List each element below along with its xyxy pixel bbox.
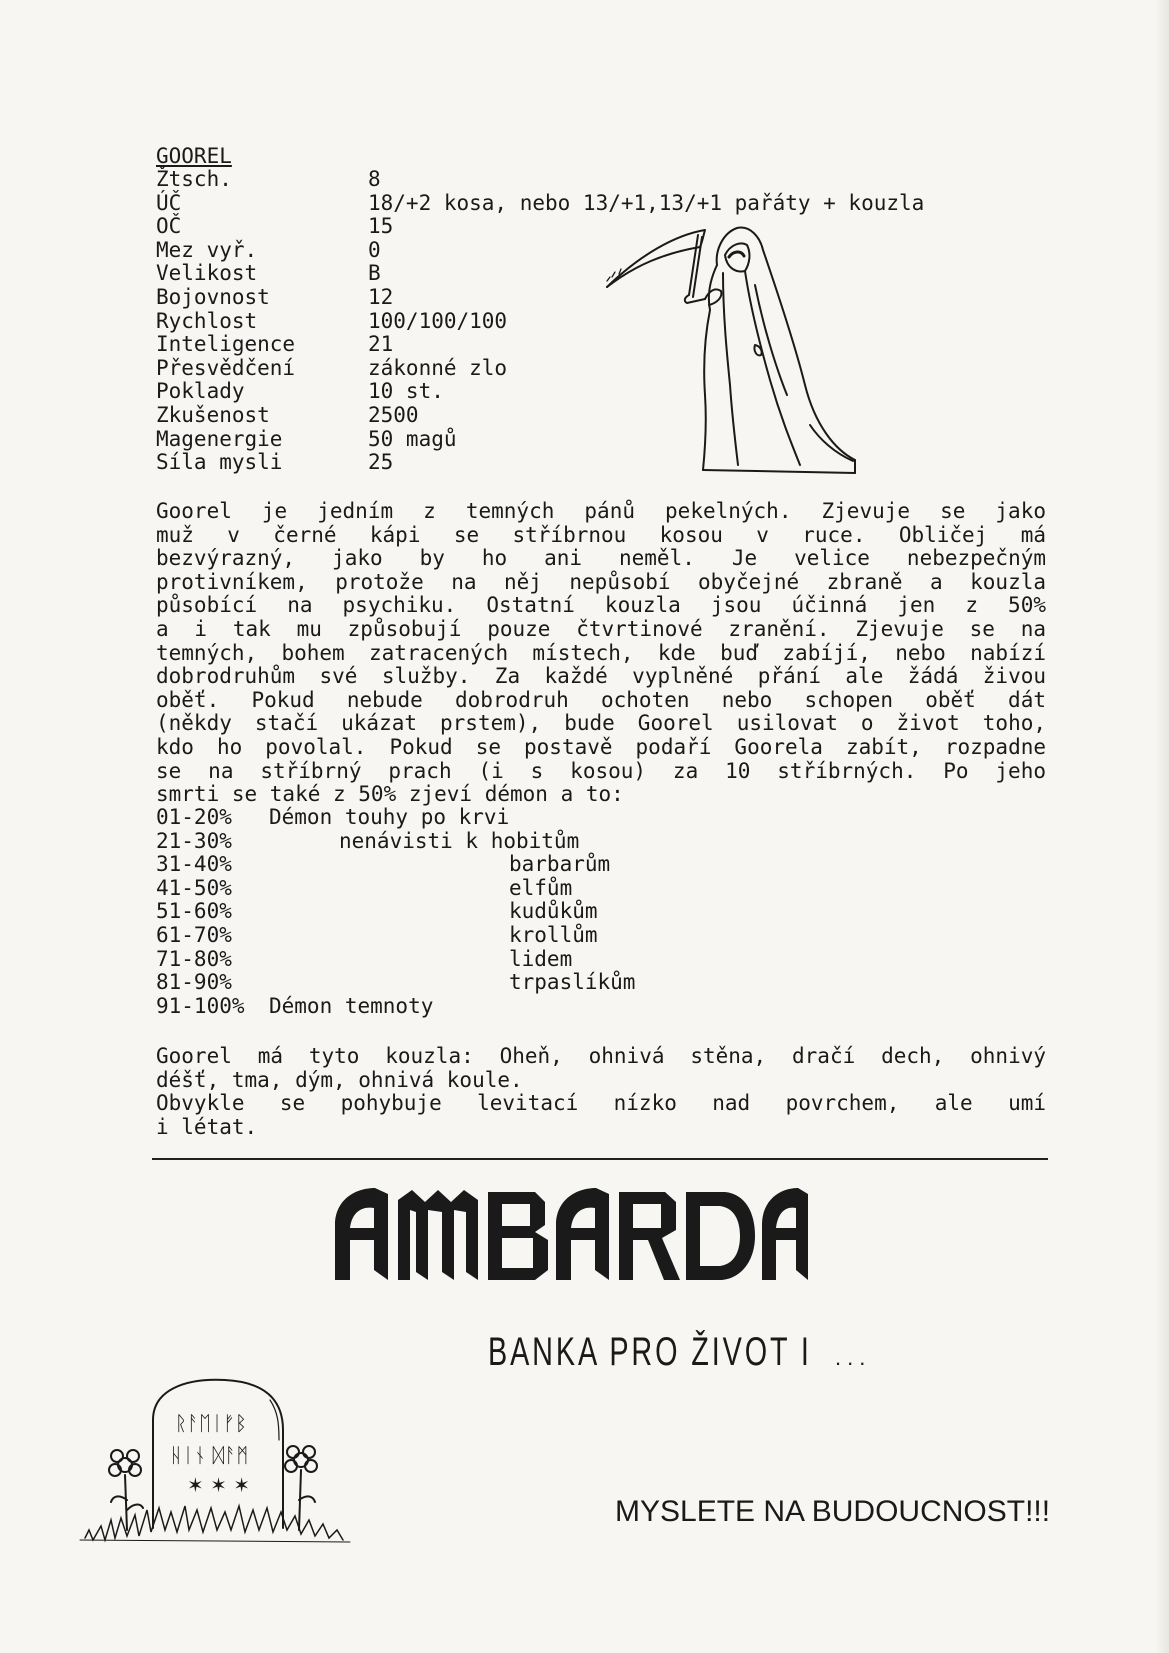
demon-text: barbarům xyxy=(509,852,611,877)
tomb-runes-line-1: ᚱᚨᛖᛁᚠᛒ xyxy=(175,1411,247,1435)
ambarda-logo xyxy=(330,1180,810,1290)
demon-row xyxy=(156,877,856,901)
demon-text: nenávisti k hobitům xyxy=(339,828,580,853)
stat-label: Žtsch. xyxy=(156,167,232,191)
divider xyxy=(152,1158,1048,1160)
slogan: MYSLETE NA BUDOUCNOST!!! xyxy=(615,1495,1051,1528)
bank-tagline: BANKA PRO ŽIVOT I xyxy=(488,1330,812,1374)
stat-label: Síla mysli xyxy=(156,450,283,475)
description-line: kdo ho povolal. Pokud se postavě podaří Goorela zabít, rozpadne xyxy=(156,734,1046,759)
description-line: působící na psychiku. Ostatní kouzla jsou účinná jen z 50% xyxy=(156,593,1046,618)
stat-label: Inteligence xyxy=(156,332,296,357)
description-line: temných, bohem zatracených místech, kde buď zabíjí, nebo nabízí xyxy=(156,640,1046,665)
stat-value: 0 xyxy=(368,237,381,262)
demon-text: Démon touhy po krvi xyxy=(269,805,510,829)
stat-value: 100/100/100 xyxy=(368,308,508,333)
stat-value: 2500 xyxy=(368,402,419,427)
spells-paragraph xyxy=(156,1045,1046,1139)
stat-value: 50 magů xyxy=(368,426,457,451)
demon-range: 61-70% xyxy=(156,922,232,947)
demon-text: Démon temnoty xyxy=(269,993,434,1018)
ellipsis: ... xyxy=(835,1345,872,1370)
demon-range: 21-30% xyxy=(156,828,232,853)
description-line: (někdy stačí ukázat prstem), bude Goorel usilovat o život toho, xyxy=(156,711,1046,736)
demon-text: lidem xyxy=(509,946,573,971)
demon-text: kudůkům xyxy=(509,899,598,924)
spells-line: i létat. xyxy=(156,1114,258,1139)
grim-reaper-illustration xyxy=(605,225,955,500)
demon-table xyxy=(156,806,856,1018)
description-line: bezvýrazný, jako by ho ani neměl. Je velice nebezpečným xyxy=(156,546,1046,571)
demon-range: 81-90% xyxy=(156,970,232,995)
stat-label: Mez vyř. xyxy=(156,237,258,262)
tomb-runes-line-2: ᚺᛁᚾ ᛞᚨᛗ xyxy=(170,1443,249,1467)
stat-value: B xyxy=(368,261,381,286)
stat-label: Přesvědčení xyxy=(156,355,296,380)
stat-label: Bojovnost xyxy=(156,284,270,309)
stat-value: zákonné zlo xyxy=(368,355,508,380)
demon-range: 41-50% xyxy=(156,875,232,900)
spells-line: Goorel má tyto kouzla: Oheň, ohnivá stěna, dračí dech, ohnivý xyxy=(156,1044,1046,1068)
demon-range: 51-60% xyxy=(156,899,232,924)
demon-row xyxy=(156,853,856,877)
stat-value: 8 xyxy=(368,167,381,191)
stat-value: 18/+2 kosa, nebo 13/+1,13/+1 pařáty + kouzla xyxy=(368,190,925,215)
description-line: oběť. Pokud nebude dobrodruh ochoten nebo schopen oběť dát xyxy=(156,687,1046,712)
demon-text: krollům xyxy=(509,922,598,947)
description-line: Goorel je jedním z temných pánů pekelných. Zjevuje se jako xyxy=(156,499,1046,523)
demon-range: 01-20% xyxy=(156,805,232,829)
description xyxy=(156,500,1046,807)
demon-range: 31-40% xyxy=(156,852,232,877)
page-edge xyxy=(1155,0,1169,1653)
spells-line: déšť, tma, dým, ohnivá koule. xyxy=(156,1067,523,1092)
stat-label: Rychlost xyxy=(156,308,258,333)
stat-value: 15 xyxy=(368,214,394,239)
demon-range: 91-100% xyxy=(156,993,245,1018)
demon-range: 71-80% xyxy=(156,946,232,971)
stat-value: 10 st. xyxy=(368,379,444,404)
tombstone-illustration xyxy=(75,1360,355,1550)
demon-row xyxy=(156,900,856,924)
demon-row xyxy=(156,924,856,948)
demon-row xyxy=(156,830,856,854)
demon-text: elfům xyxy=(509,875,573,900)
description-line: dobrodruhům své služby. Za každé vyplněné přání ale žádá živou xyxy=(156,664,1046,689)
stat-label: Zkušenost xyxy=(156,402,270,427)
description-line: smrti se také z 50% zjeví démon a to: xyxy=(156,782,624,807)
demon-row xyxy=(156,971,856,995)
stat-label: OČ xyxy=(156,214,182,239)
tomb-runes-line-3: ✶ ✶ ✶ xyxy=(187,1473,250,1497)
demon-text: trpaslíkům xyxy=(509,970,636,995)
stat-label: ÚČ xyxy=(156,190,182,215)
stat-label: Poklady xyxy=(156,379,245,404)
description-line: muž v černé kápi se stříbrnou kosou v ruce. Obličej má xyxy=(156,522,1046,547)
stat-value: 21 xyxy=(368,332,394,357)
stat-value: 25 xyxy=(368,450,394,475)
stat-label: Magenergie xyxy=(156,426,283,451)
demon-row xyxy=(156,948,856,972)
stat-value: 12 xyxy=(368,284,394,309)
description-line: se na stříbrný prach (i s kosou) za 10 stříbrných. Po jeho xyxy=(156,758,1046,783)
description-line: protivníkem, protože na něj nepůsobí obyčejné zbraně a kouzla xyxy=(156,569,1046,594)
monster-name: GOOREL xyxy=(156,144,232,168)
spells-line: Obvykle se pohybuje levitací nízko nad povrchem, ale umí xyxy=(156,1091,1046,1116)
demon-row xyxy=(156,806,856,830)
demon-row xyxy=(156,995,856,1019)
description-line: a i tak mu způsobují pouze čtvrtinové zranění. Zjevuje se na xyxy=(156,616,1046,641)
stat-label: Velikost xyxy=(156,261,258,286)
